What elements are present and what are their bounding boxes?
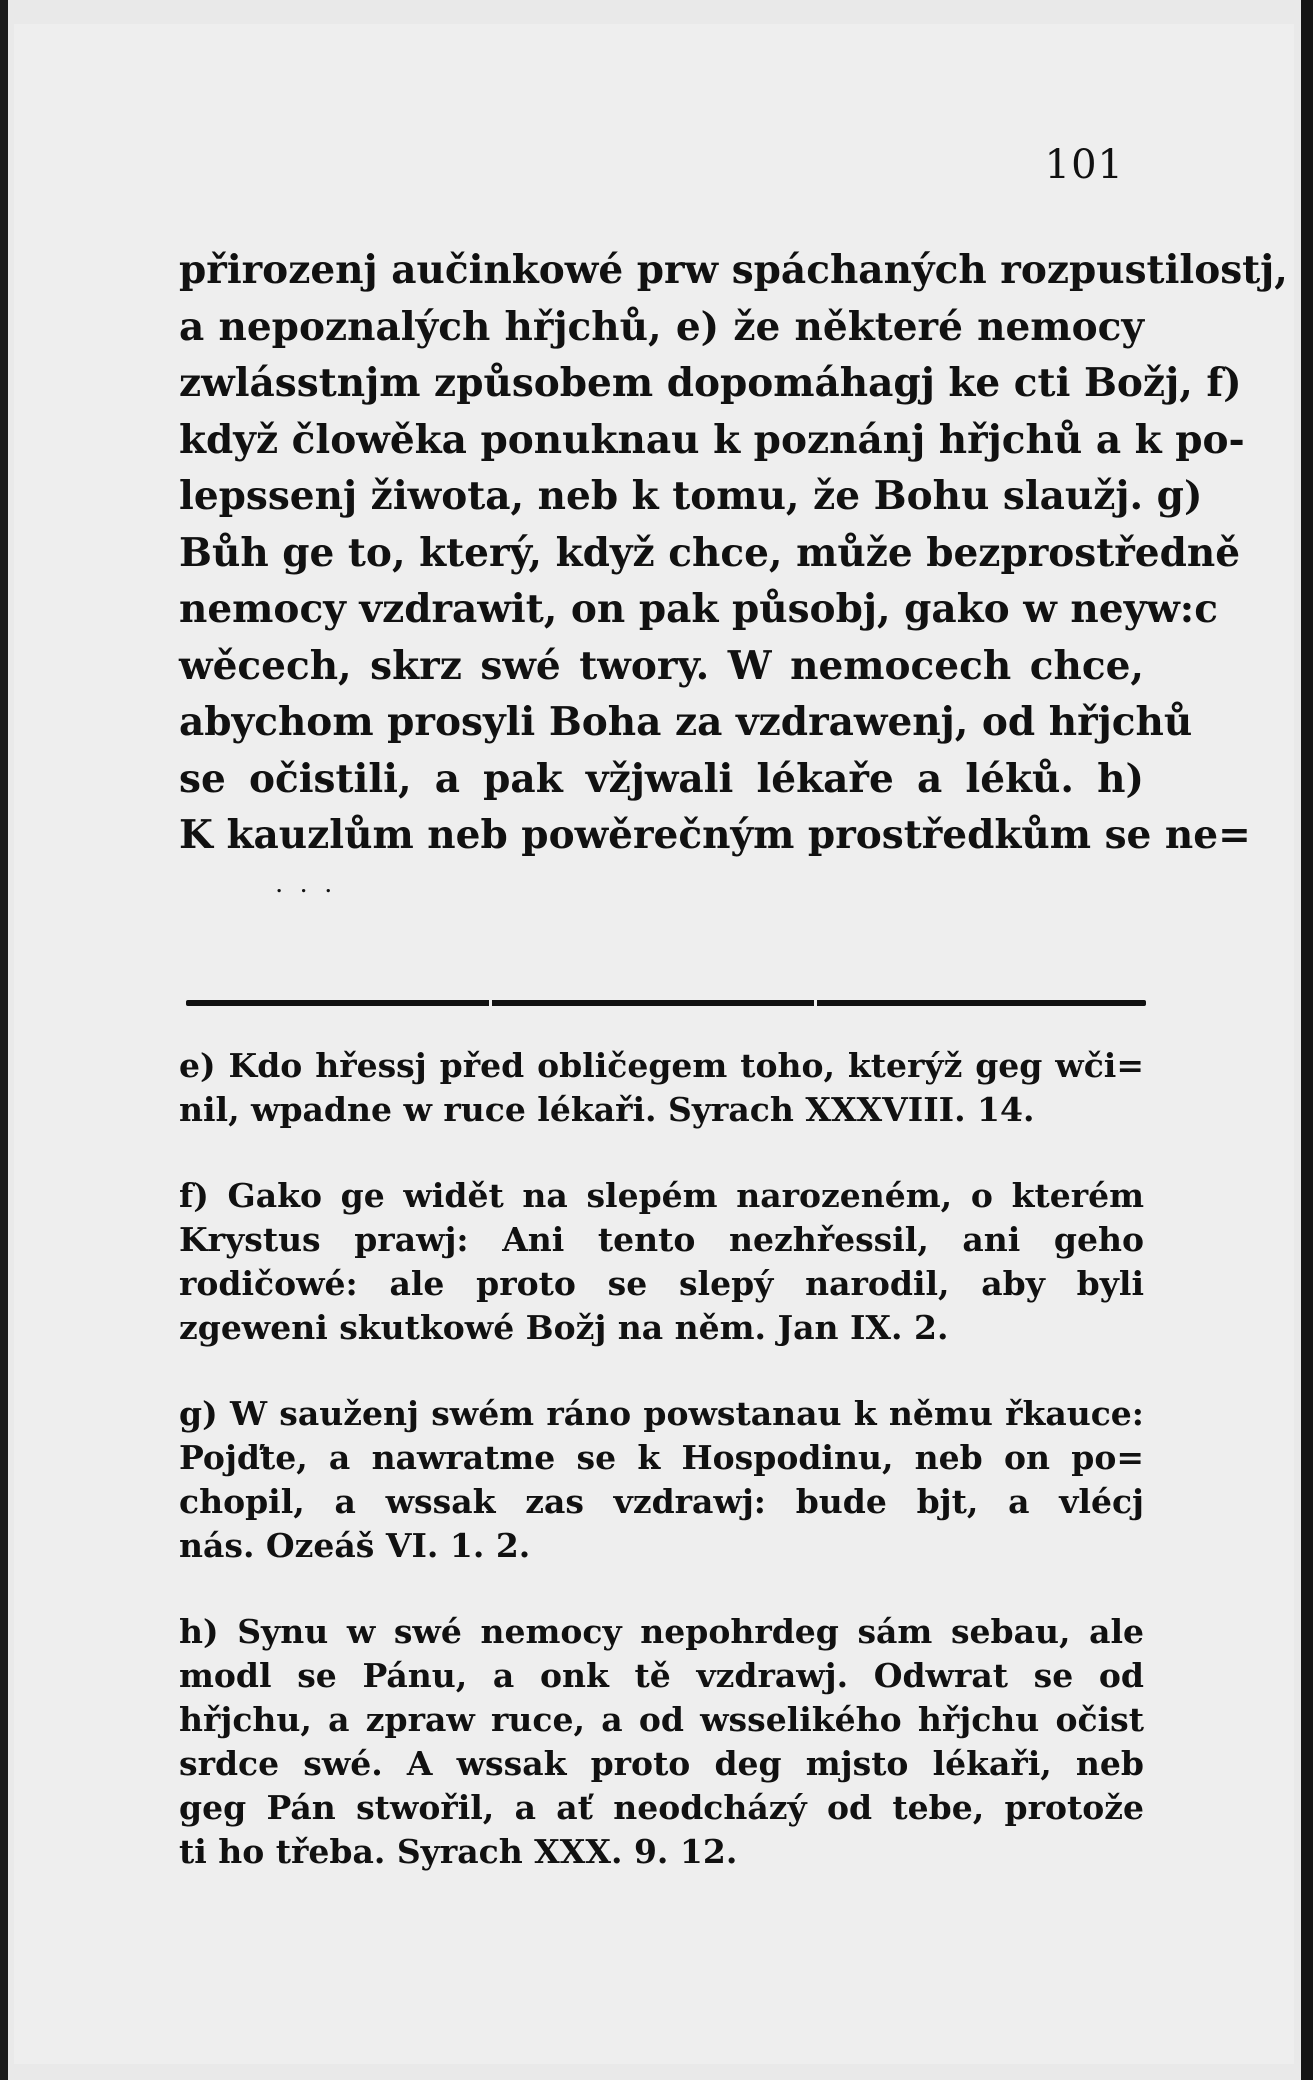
- body-line: lepssenj žiwota, neb k tomu, že Bohu slaužj. g): [179, 473, 1203, 519]
- footnote-line: chopil, a wssak zas vzdrawj: bude bjt, a vlécj: [179, 1482, 1144, 1521]
- footnote-line: hřjchu, a zpraw ruce, a od wsselikého hřjchu očist: [179, 1700, 1144, 1739]
- footnote-e: [179, 1044, 1144, 1132]
- footnote-line: modl se Pánu, a onk tě vzdrawj. Odwrat se od: [179, 1656, 1144, 1695]
- footnotes: [179, 1044, 1144, 1916]
- body-line: zwlásstnjm způsobem dopomáhagj ke cti Božj, f): [179, 360, 1242, 406]
- body-line: Bůh ge to, který, když chce, může bezprostředně: [179, 529, 1241, 576]
- footnote-line: Krystus prawj: Ani tento nezhřessil, ani geho: [179, 1220, 1144, 1259]
- footnote-line: nás. Ozeáš VI. 1. 2.: [179, 1526, 531, 1565]
- footnote-g: [179, 1392, 1144, 1568]
- footnote-line: h) Synu w swé nemocy nepohrdeg sám sebau, ale: [179, 1612, 1144, 1651]
- footnote-separator-rule: [186, 1000, 1146, 1006]
- rule-break: [489, 1000, 492, 1006]
- footnote-line: Pojďte, a nawratme se k Hospodinu, neb on po=: [179, 1438, 1144, 1477]
- footnote-line: e) Kdo hřessj před obličegem toho, kterýž geg wči=: [179, 1046, 1144, 1085]
- body-line: když člowěka ponuknau k poznánj hřjchů a k po-: [179, 416, 1245, 463]
- body-line: přirozenj aučinkowé prw spáchaných rozpustilostj,: [179, 247, 1288, 293]
- body-line: wěcech, skrz swé twory. W nemocech chce,: [179, 642, 1144, 689]
- footnote-line: rodičowé: ale proto se slepý narodil, aby byli: [179, 1264, 1144, 1303]
- body-line: nemocy vzdrawit, on pak působj, gako w neyw:c: [179, 586, 1218, 632]
- footnote-f: [179, 1174, 1144, 1350]
- footnote-line: zgeweni skutkowé Božj na něm. Jan IX. 2.: [179, 1308, 949, 1347]
- body-text: [179, 242, 1288, 864]
- footnote-line: srdce swé. A wssak proto deg mjsto lékaři, neb: [179, 1744, 1144, 1783]
- page-number: 101: [1044, 142, 1124, 188]
- footnote-line: f) Gako ge widět na slepém narozeném, o kterém: [179, 1176, 1144, 1215]
- body-line: a nepoznalých hřjchů, e) že některé nemocy: [179, 303, 1144, 350]
- book-page: [14, 24, 1294, 2064]
- stray-ink-marks: . . .: [276, 876, 338, 897]
- footnote-line: ti ho třeba. Syrach XXX. 9. 12.: [179, 1832, 738, 1871]
- scan-edge-right: [1301, 0, 1313, 2080]
- scan-edge-left: [0, 0, 8, 2080]
- body-line: se očistili, a pak vžjwali lékaře a léků. h): [179, 755, 1144, 802]
- footnote-line: nil, wpadne w ruce lékaři. Syrach XXXVIII. 14.: [179, 1090, 1035, 1129]
- body-line: K kauzlům neb powěrečným prostředkům se ne=: [179, 812, 1251, 858]
- rule-break: [814, 1000, 817, 1006]
- body-line: abychom prosyli Boha za vzdrawenj, od hřjchů: [179, 699, 1193, 745]
- footnote-line: geg Pán stwořil, a ať neodcházý od tebe, protože: [179, 1788, 1144, 1827]
- footnote-h: [179, 1610, 1144, 1874]
- footnote-line: g) W sauženj swém ráno powstanau k němu řkauce:: [179, 1394, 1144, 1433]
